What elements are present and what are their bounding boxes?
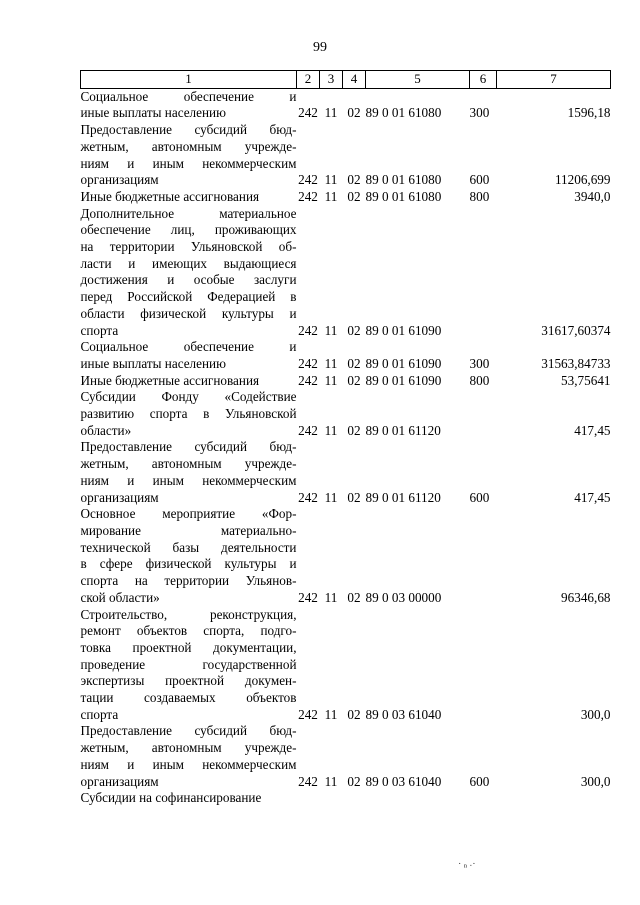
row-cell-c7: 3940,0 bbox=[574, 188, 611, 204]
row-cell-c2: 242 bbox=[298, 589, 318, 605]
row-cell-c6: 300 bbox=[469, 105, 490, 121]
row-name-line: спорта на территории Ульянов- bbox=[80, 573, 297, 589]
row-cell-c6 bbox=[470, 790, 497, 807]
row-name-line: Основное мероприятие «Фор- bbox=[80, 506, 297, 522]
row-cell-c2 bbox=[297, 790, 320, 807]
row-name-line: в сфере физической культуры и bbox=[80, 556, 297, 572]
row-name-line: ласти и имеющих выдающиеся bbox=[80, 255, 297, 271]
row-cell-c2: 242 bbox=[298, 172, 318, 188]
row-cell-c2: 242 bbox=[298, 322, 318, 338]
row-name-line: Иные бюджетные ассигнования bbox=[80, 372, 260, 388]
row-name-line: мирование материально- bbox=[80, 522, 297, 538]
row-name-line: Предоставление субсидий бюд- bbox=[80, 723, 297, 739]
row-cell-c3: 11 bbox=[324, 322, 338, 338]
row-cell-c6: 300 bbox=[469, 355, 490, 371]
row-cell-c5: 89 0 01 61090 bbox=[365, 322, 442, 338]
table-row bbox=[81, 790, 611, 807]
row-name-line: организациям bbox=[80, 773, 159, 789]
column-header-2: 2 bbox=[297, 71, 320, 89]
row-cell-c4: 02 bbox=[347, 589, 361, 605]
row-cell-c4: 02 bbox=[347, 372, 361, 388]
row-name-line: ниям и иным некоммерческим bbox=[80, 756, 297, 772]
table-row bbox=[81, 189, 611, 206]
row-cell-c4: 02 bbox=[347, 188, 361, 204]
row-cell-c6: 600 bbox=[469, 172, 490, 188]
row-cell-c3: 11 bbox=[324, 372, 338, 388]
row-cell-c7: 417,45 bbox=[574, 489, 611, 505]
row-name-line: Субсидии на софинансирование bbox=[80, 790, 262, 806]
row-cell-c2: 242 bbox=[298, 489, 318, 505]
row-cell-c5: 89 0 01 61090 bbox=[365, 372, 442, 388]
row-name-line: ской области» bbox=[80, 589, 160, 605]
table-row bbox=[81, 723, 611, 790]
row-cell-c6: 600 bbox=[469, 489, 490, 505]
row-cell-c3: 11 bbox=[324, 773, 338, 789]
row-name-line: ниям и иным некоммерческим bbox=[80, 472, 297, 488]
row-cell-c3 bbox=[320, 790, 343, 807]
row-cell-c5: 89 0 01 61120 bbox=[365, 489, 441, 505]
row-name-line: Дополнительное материальное bbox=[80, 205, 297, 221]
row-cell-c6: 800 bbox=[469, 188, 490, 204]
table-row bbox=[81, 439, 611, 506]
row-cell-c3: 11 bbox=[324, 355, 338, 371]
row-name-line: ремонт объектов спорта, подго- bbox=[80, 623, 297, 639]
row-name-line: на территории Ульяновской об- bbox=[80, 239, 297, 255]
row-name-line: области физической культуры и bbox=[80, 305, 297, 321]
row-name-line: области» bbox=[80, 422, 132, 438]
row-cell-c7: 31617,60374 bbox=[541, 322, 611, 338]
row-name-line: жетным, автономным учрежде- bbox=[80, 456, 297, 472]
row-cell-c7: 96346,68 bbox=[561, 589, 611, 605]
row-cell-c5 bbox=[366, 790, 470, 807]
column-header-4: 4 bbox=[343, 71, 366, 89]
row-name-cell bbox=[81, 790, 297, 807]
row-name-cell bbox=[81, 723, 297, 790]
row-name-line: иные выплаты населению bbox=[80, 105, 226, 121]
column-header-6: 6 bbox=[470, 71, 497, 89]
row-name-cell bbox=[81, 122, 297, 189]
row-name-line: организациям bbox=[80, 172, 159, 188]
row-cell-c2: 242 bbox=[298, 188, 318, 204]
row-cell-c6: 600 bbox=[469, 773, 490, 789]
table-row bbox=[81, 389, 611, 439]
row-cell-c3: 11 bbox=[324, 589, 338, 605]
row-cell-c4 bbox=[343, 790, 366, 807]
row-cell-c3: 11 bbox=[324, 188, 338, 204]
row-cell-c4: 02 bbox=[347, 706, 361, 722]
row-cell-c3: 11 bbox=[324, 105, 338, 121]
row-name-cell bbox=[81, 88, 297, 122]
row-cell-c3: 11 bbox=[324, 422, 338, 438]
row-name-line: спорта bbox=[80, 706, 119, 722]
row-cell-c4: 02 bbox=[347, 355, 361, 371]
row-name-line: проведение государственной bbox=[80, 656, 297, 672]
row-name-line: Предоставление субсидий бюд- bbox=[80, 439, 297, 455]
row-cell-c6: 800 bbox=[469, 372, 490, 388]
row-name-line: тации создаваемых объектов bbox=[80, 690, 297, 706]
row-name-line: Иные бюджетные ассигнования bbox=[80, 188, 260, 204]
column-header-5: 5 bbox=[366, 71, 470, 89]
row-cell-c2: 242 bbox=[298, 372, 318, 388]
row-cell-c4: 02 bbox=[347, 422, 361, 438]
table-row bbox=[81, 88, 611, 122]
row-name-line: товка проектной документации, bbox=[80, 639, 297, 655]
row-cell-c5: 89 0 03 61040 bbox=[365, 773, 442, 789]
row-cell-c7: 417,45 bbox=[574, 422, 611, 438]
row-cell-c7: 31563,84733 bbox=[541, 355, 611, 371]
row-cell-c2: 242 bbox=[298, 422, 318, 438]
row-cell-c5: 89 0 01 61080 bbox=[365, 172, 442, 188]
row-name-cell bbox=[81, 607, 297, 724]
row-cell-c4: 02 bbox=[347, 489, 361, 505]
column-header-7: 7 bbox=[497, 71, 611, 89]
table-row bbox=[81, 506, 611, 606]
row-cell-c6 bbox=[470, 206, 497, 340]
table-row bbox=[81, 122, 611, 189]
row-name-cell bbox=[81, 506, 297, 606]
row-cell-c3: 11 bbox=[324, 172, 338, 188]
row-name-cell bbox=[81, 206, 297, 340]
table-row bbox=[81, 206, 611, 340]
row-cell-c4: 02 bbox=[347, 105, 361, 121]
row-cell-c3: 11 bbox=[324, 706, 338, 722]
row-cell-c5: 89 0 01 61080 bbox=[365, 188, 442, 204]
row-name-line: Социальное обеспечение и bbox=[80, 339, 297, 355]
row-cell-c7: 1596,18 bbox=[567, 105, 611, 121]
table-row bbox=[81, 373, 611, 390]
row-cell-c3: 11 bbox=[324, 489, 338, 505]
row-cell-c4: 02 bbox=[347, 172, 361, 188]
row-name-cell bbox=[81, 373, 297, 390]
row-cell-c5: 89 0 03 00000 bbox=[365, 589, 442, 605]
row-cell-c6 bbox=[470, 506, 497, 606]
column-header-3: 3 bbox=[320, 71, 343, 89]
row-cell-c2: 242 bbox=[298, 355, 318, 371]
row-cell-c7: 300,0 bbox=[580, 773, 611, 789]
row-name-line: Социальное обеспечение и bbox=[80, 88, 297, 104]
row-name-cell bbox=[81, 189, 297, 206]
row-cell-c6 bbox=[470, 389, 497, 439]
row-name-line: перед Российской Федерацией в bbox=[80, 289, 297, 305]
row-cell-c5: 89 0 01 61120 bbox=[365, 422, 441, 438]
row-cell-c5: 89 0 03 61040 bbox=[365, 706, 442, 722]
table-row bbox=[81, 607, 611, 724]
row-name-cell bbox=[81, 389, 297, 439]
row-name-line: технической базы деятельности bbox=[80, 539, 297, 555]
table-body bbox=[81, 88, 611, 807]
table-row bbox=[81, 339, 611, 372]
row-name-line: развитию спорта в Ульяновской bbox=[80, 406, 297, 422]
table-header-row bbox=[81, 71, 611, 89]
row-name-line: спорта bbox=[80, 322, 119, 338]
scan-specks: ˙ ⁿ ˑ˙ bbox=[458, 862, 476, 873]
row-cell-c5: 89 0 01 61080 bbox=[365, 105, 442, 121]
row-name-cell bbox=[81, 339, 297, 372]
row-cell-c7 bbox=[497, 790, 611, 807]
row-name-line: Строительство, реконструкция, bbox=[80, 606, 297, 622]
row-name-line: иные выплаты населению bbox=[80, 355, 226, 371]
row-name-line: жетным, автономным учрежде- bbox=[80, 138, 297, 154]
budget-table bbox=[80, 70, 611, 807]
row-cell-c6 bbox=[470, 607, 497, 724]
row-cell-c4: 02 bbox=[347, 322, 361, 338]
row-cell-c7: 11206,699 bbox=[554, 172, 611, 188]
row-cell-c2: 242 bbox=[298, 105, 318, 121]
row-name-line: достижения и особые заслуги bbox=[80, 272, 297, 288]
row-name-line: жетным, автономным учрежде- bbox=[80, 740, 297, 756]
row-name-line: Предоставление субсидий бюд- bbox=[80, 122, 297, 138]
row-name-cell bbox=[81, 439, 297, 506]
row-name-line: ниям и иным некоммерческим bbox=[80, 155, 297, 171]
row-cell-c2: 242 bbox=[298, 773, 318, 789]
row-cell-c7: 53,75641 bbox=[561, 372, 611, 388]
row-cell-c7: 300,0 bbox=[580, 706, 611, 722]
row-cell-c4: 02 bbox=[347, 773, 361, 789]
row-name-line: экспертизы проектной докумен- bbox=[80, 673, 297, 689]
row-name-line: обеспечение лиц, проживающих bbox=[80, 222, 297, 238]
page-number: 99 bbox=[313, 40, 327, 55]
column-header-1: 1 bbox=[81, 71, 297, 89]
row-name-line: организациям bbox=[80, 489, 159, 505]
row-cell-c2: 242 bbox=[298, 706, 318, 722]
row-name-line: Субсидии Фонду «Содействие bbox=[80, 389, 297, 405]
row-cell-c5: 89 0 01 61090 bbox=[365, 355, 442, 371]
